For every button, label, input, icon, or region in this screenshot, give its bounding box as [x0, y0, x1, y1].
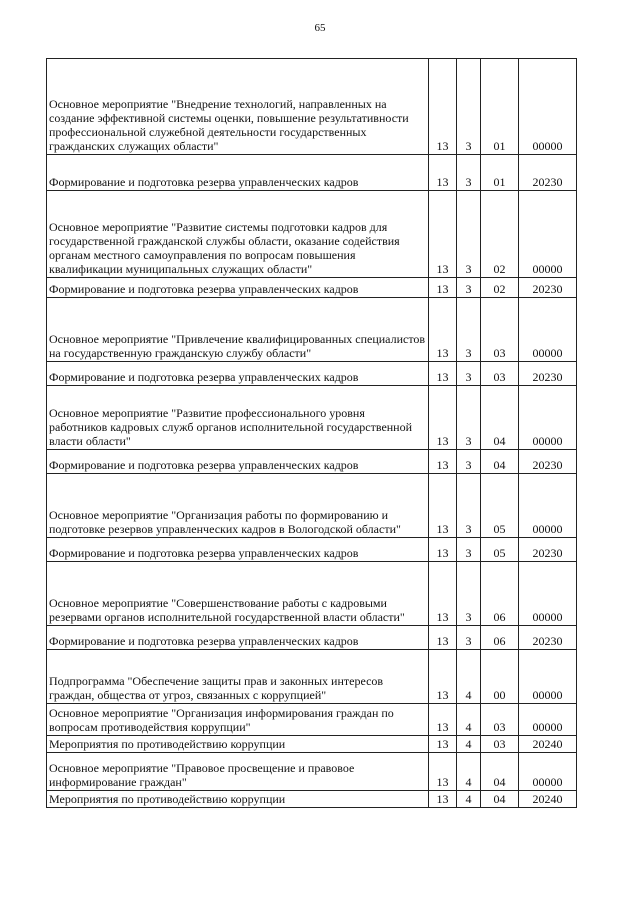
code-cell-4: 20230 — [519, 538, 577, 562]
code-cell-3: 03 — [481, 736, 519, 753]
table-row — [47, 704, 577, 736]
code-cell-3: 05 — [481, 538, 519, 562]
code-cell-1: 13 — [429, 474, 457, 538]
code-cell-3: 02 — [481, 191, 519, 278]
table-row — [47, 736, 577, 753]
row-name-cell: Основное мероприятие "Совершенствование работы с кадровыми резервами органов исполнительной государственной власти области" — [47, 562, 429, 626]
code-cell-2: 4 — [457, 704, 481, 736]
code-cell-4: 20230 — [519, 450, 577, 474]
code-cell-3: 04 — [481, 386, 519, 450]
code-cell-3: 04 — [481, 450, 519, 474]
row-name-cell: Основное мероприятие "Правовое просвещение и правовое информирование граждан" — [47, 753, 429, 791]
code-cell-2: 3 — [457, 450, 481, 474]
code-cell-4: 00000 — [519, 191, 577, 278]
row-name-cell: Мероприятия по противодействию коррупции — [47, 791, 429, 808]
row-name-cell: Формирование и подготовка резерва управленческих кадров — [47, 155, 429, 191]
row-name-cell: Основное мероприятие "Развитие профессионального уровня работников кадровых служб органов исполнительной государственной власти области" — [47, 386, 429, 450]
code-cell-2: 3 — [457, 155, 481, 191]
code-cell-2: 3 — [457, 626, 481, 650]
code-cell-4: 20230 — [519, 278, 577, 298]
code-cell-1: 13 — [429, 155, 457, 191]
code-cell-1: 13 — [429, 753, 457, 791]
table-row — [47, 191, 577, 278]
code-cell-1: 13 — [429, 362, 457, 386]
table-row — [47, 386, 577, 450]
code-cell-3: 00 — [481, 650, 519, 704]
table-row — [47, 450, 577, 474]
row-name-cell: Формирование и подготовка резерва управленческих кадров — [47, 450, 429, 474]
code-cell-2: 3 — [457, 298, 481, 362]
code-cell-3: 03 — [481, 704, 519, 736]
code-cell-2: 3 — [457, 191, 481, 278]
row-name-cell: Формирование и подготовка резерва управленческих кадров — [47, 362, 429, 386]
code-cell-4: 00000 — [519, 562, 577, 626]
table-row — [47, 362, 577, 386]
code-cell-3: 06 — [481, 626, 519, 650]
row-name-cell: Формирование и подготовка резерва управленческих кадров — [47, 278, 429, 298]
code-cell-1: 13 — [429, 736, 457, 753]
table-row — [47, 298, 577, 362]
code-cell-2: 4 — [457, 753, 481, 791]
code-cell-3: 03 — [481, 298, 519, 362]
code-cell-1: 13 — [429, 278, 457, 298]
code-cell-3: 05 — [481, 474, 519, 538]
row-name-cell: Мероприятия по противодействию коррупции — [47, 736, 429, 753]
code-cell-4: 00000 — [519, 59, 577, 155]
code-cell-4: 20230 — [519, 362, 577, 386]
table-row — [47, 538, 577, 562]
row-name-cell: Основное мероприятие "Внедрение технологий, направленных на создание эффективной системы оценки, повышение результативности профессиональной служебной деятельности государственных гражданских служащих области" — [47, 59, 429, 155]
code-cell-4: 20230 — [519, 155, 577, 191]
row-name-cell: Основное мероприятие "Привлечение квалифицированных специалистов на государственную гражданскую службу области" — [47, 298, 429, 362]
code-cell-1: 13 — [429, 191, 457, 278]
code-cell-2: 3 — [457, 59, 481, 155]
code-cell-1: 13 — [429, 704, 457, 736]
code-cell-1: 13 — [429, 59, 457, 155]
code-cell-1: 13 — [429, 650, 457, 704]
code-cell-3: 01 — [481, 155, 519, 191]
code-cell-2: 4 — [457, 791, 481, 808]
code-cell-2: 4 — [457, 736, 481, 753]
code-cell-1: 13 — [429, 791, 457, 808]
page-number: 65 — [314, 22, 326, 34]
code-cell-3: 04 — [481, 753, 519, 791]
code-cell-4: 00000 — [519, 704, 577, 736]
table-row — [47, 791, 577, 808]
code-cell-2: 3 — [457, 562, 481, 626]
code-cell-3: 02 — [481, 278, 519, 298]
code-cell-4: 00000 — [519, 753, 577, 791]
row-name-cell: Основное мероприятие "Организация информирования граждан по вопросам противодействия коррупции" — [47, 704, 429, 736]
table-row — [47, 650, 577, 704]
code-cell-4: 00000 — [519, 298, 577, 362]
code-cell-4: 00000 — [519, 650, 577, 704]
code-cell-2: 4 — [457, 650, 481, 704]
code-cell-3: 04 — [481, 791, 519, 808]
code-cell-3: 03 — [481, 362, 519, 386]
code-cell-2: 3 — [457, 474, 481, 538]
budget-table — [46, 58, 577, 808]
table-row — [47, 562, 577, 626]
table-row — [47, 59, 577, 155]
row-name-cell: Основное мероприятие "Организация работы по формированию и подготовке резервов управленческих кадров в Вологодской области" — [47, 474, 429, 538]
table-row — [47, 155, 577, 191]
code-cell-4: 20230 — [519, 626, 577, 650]
code-cell-1: 13 — [429, 386, 457, 450]
table-row — [47, 753, 577, 791]
code-cell-1: 13 — [429, 626, 457, 650]
code-cell-1: 13 — [429, 450, 457, 474]
code-cell-2: 3 — [457, 278, 481, 298]
row-name-cell: Основное мероприятие "Развитие системы подготовки кадров для государственной гражданской службы области, оказание содействия органам местного самоуправления по вопросам повышения квалификации муниципальных служащих области" — [47, 191, 429, 278]
code-cell-1: 13 — [429, 538, 457, 562]
code-cell-4: 00000 — [519, 386, 577, 450]
code-cell-4: 20240 — [519, 736, 577, 753]
code-cell-2: 3 — [457, 538, 481, 562]
row-name-cell: Подпрограмма "Обеспечение защиты прав и законных интересов граждан, общества от угроз, связанных с коррупцией" — [47, 650, 429, 704]
table-row — [47, 278, 577, 298]
code-cell-4: 00000 — [519, 474, 577, 538]
code-cell-1: 13 — [429, 562, 457, 626]
row-name-cell: Формирование и подготовка резерва управленческих кадров — [47, 626, 429, 650]
table-row — [47, 626, 577, 650]
code-cell-3: 06 — [481, 562, 519, 626]
code-cell-4: 20240 — [519, 791, 577, 808]
table-row — [47, 474, 577, 538]
code-cell-2: 3 — [457, 386, 481, 450]
code-cell-3: 01 — [481, 59, 519, 155]
row-name-cell: Формирование и подготовка резерва управленческих кадров — [47, 538, 429, 562]
code-cell-2: 3 — [457, 362, 481, 386]
code-cell-1: 13 — [429, 298, 457, 362]
